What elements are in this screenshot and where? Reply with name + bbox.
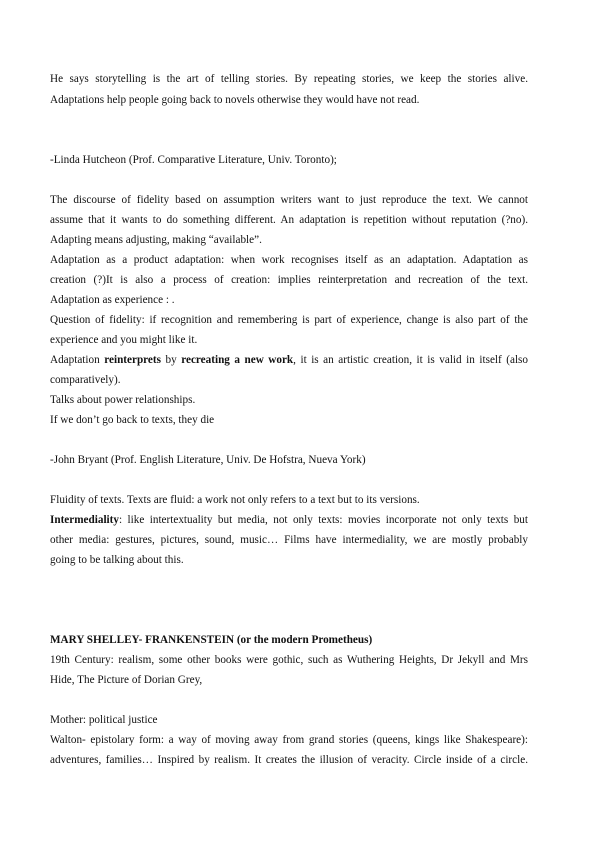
- intermediality-line-1: [50, 513, 528, 527]
- intermediality-bold: Intermediality: [50, 514, 119, 526]
- century-line-1: 19th Century: realism, some other books were gothic, such as Wuthering Heights, Dr Jekyll and Mrs: [50, 654, 528, 666]
- question-line-1: Question of fidelity: if recognition and remembering is part of experience, change is also part of the: [50, 314, 528, 326]
- mother-line: Mother: political justice: [50, 714, 158, 726]
- walton-line-2: adventures, families… Inspired by realism. It creates the illusion of veracity. Circle inside of a circle.: [50, 754, 528, 766]
- reinterprets-mid: by: [160, 354, 182, 366]
- reinterprets-line-2: comparatively).: [50, 374, 121, 386]
- product-line-1: Adaptation as a product adaptation: when work recognises itself as an adaptation. Adaptation as: [50, 254, 528, 266]
- reinterprets-line-1: [50, 353, 528, 367]
- recreating-bold: recreating a new work: [181, 354, 294, 366]
- century-line-2: Hide, The Picture of Dorian Grey,: [50, 674, 203, 686]
- product-line-3: Adaptation as experience : .: [50, 294, 175, 306]
- reinterprets-bold: reinterprets: [104, 354, 161, 366]
- product-line-2: creation (?)It is also a process of creation: implies reinterpretation and recreation of the text.: [50, 274, 528, 286]
- fidelity-line-1: The discourse of fidelity based on assumption writers want to just reproduce the text. We cannot: [50, 194, 528, 206]
- shelley-heading: MARY SHELLEY- FRANKENSTEIN (or the modern Prometheus): [50, 634, 373, 646]
- hutcheon-heading: -Linda Hutcheon (Prof. Comparative Literature, Univ. Toronto);: [50, 154, 337, 166]
- bryant-heading: -John Bryant (Prof. English Literature, Univ. De Hofstra, Nueva York): [50, 454, 366, 466]
- question-line-2: experience and you might like it.: [50, 334, 198, 346]
- intermediality-text: : like intertextuality but media, not only texts: movies incorporate not only texts but: [118, 514, 528, 526]
- fidelity-line-2: assume that it wants to do something different. An adaptation is repetition without reputation (?no).: [50, 214, 528, 226]
- reinterprets-prefix: Adaptation: [50, 354, 105, 366]
- intermediality-line-2: other media: gestures, pictures, sound, music… Films have intermediality, we are mostly probably: [50, 534, 528, 546]
- fidelity-line-3: Adapting means adjusting, making “available”.: [50, 234, 262, 246]
- reinterprets-suffix: , it is an artistic creation, it is valid in itself (also: [293, 354, 529, 366]
- storytelling-line-1: He says storytelling is the art of telling stories. By repeating stories, we keep the stories alive.: [50, 73, 528, 85]
- power-line: Talks about power relationships.: [50, 394, 196, 406]
- storytelling-line-2: Adaptations help people going back to novels otherwise they would have not read.: [50, 94, 420, 106]
- die-line: If we don’t go back to texts, they die: [50, 414, 215, 426]
- walton-line-1: Walton- epistolary form: a way of moving away from grand stories (queens, kings like Shakespeare):: [50, 734, 528, 746]
- intermediality-line-3: going to be talking about this.: [50, 554, 184, 566]
- fluidity-line: Fluidity of texts. Texts are fluid: a work not only refers to a text but to its versions.: [50, 494, 420, 506]
